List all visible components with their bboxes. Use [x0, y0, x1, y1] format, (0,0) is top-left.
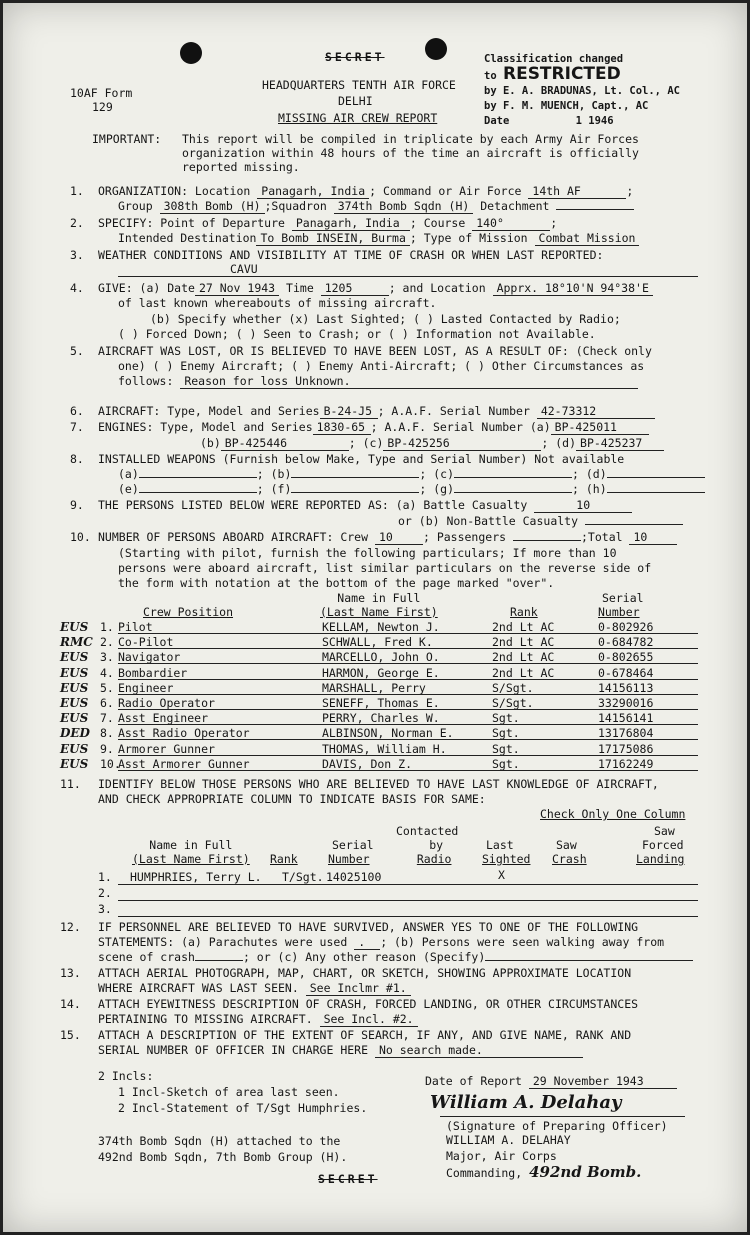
item4-line2: of last known whereabouts of missing aircraft.: [118, 296, 437, 310]
punch-hole-right: [425, 38, 447, 60]
item8-line3: (e) ; (f) ; (g) ; (h): [118, 482, 705, 496]
item11-line1: IDENTIFY BELOW THOSE PERSONS WHO ARE BELIEVED TO HAVE LAST KNOWLEDGE OF AIRCRAFT,: [98, 777, 659, 791]
item9-line1: THE PERSONS LISTED BELOW WERE REPORTED AS: (a) Battle Casualty 10: [98, 498, 632, 513]
crew-row-position: Bombardier: [118, 666, 188, 680]
item11-row1-serial: 14025100: [326, 870, 382, 884]
crew-row-number: 6.: [100, 696, 114, 710]
crew-header-name: Name in Full (Last Name First): [320, 591, 438, 619]
item4-line3: (b) Specify whether (x) Last Sighted; ( ) Lasted Contacted by Radio;: [150, 312, 621, 326]
item11-row1-mark: X: [498, 868, 505, 882]
crew-row-mark: RMC: [60, 635, 93, 649]
crew-row-mark: EUS: [60, 742, 89, 756]
crew-row-position: Navigator: [118, 650, 181, 664]
crew-row-name: DAVIS, Don Z.: [322, 757, 413, 771]
crew-row-number: 10.: [100, 757, 121, 771]
crew-row-mark: EUS: [60, 681, 89, 695]
item-number: 11.: [60, 777, 81, 791]
crew-row-name: THOMAS, William H.: [322, 742, 447, 756]
crew-row-serial: 0-802655: [598, 650, 654, 664]
crew-row-rank: Sgt.: [492, 711, 520, 725]
crew-row-number: 9.: [100, 742, 114, 756]
important-text: This report will be compiled in triplicate by each Army Air Forces organization within 48 hours of the time an aircraft is officially reported missing.: [182, 132, 639, 174]
item1-line2: Group 308th Bomb (H) ;Squadron 374th Bomb Sqdn (H) Detachment: [118, 199, 634, 214]
crew-row-number: 8.: [100, 726, 114, 740]
item11-header-radio: Contacted by Radio: [396, 824, 459, 866]
crew-row-number: 5.: [100, 681, 114, 695]
crew-row-mark: EUS: [60, 711, 89, 725]
item-number: 12.: [60, 920, 81, 934]
item-number: 14.: [60, 997, 81, 1011]
item11-header-forced: Saw Forced Landing: [636, 824, 685, 866]
crew-row-number: 1.: [100, 620, 114, 634]
crew-row-serial: 0-802926: [598, 620, 654, 634]
crew-row-position: Co-Pilot: [118, 635, 174, 649]
item8-line1: INSTALLED WEAPONS (Furnish below Make, Type and Serial Number) Not available: [98, 452, 625, 466]
crew-row-serial: 13176804: [598, 726, 654, 740]
crew-row-name: KELLAM, Newton J.: [322, 620, 440, 634]
crew-row-name: SENEFF, Thomas E.: [322, 696, 440, 710]
signature-script: William A. Delahay: [430, 1092, 622, 1113]
item-number: 8.: [70, 452, 84, 466]
item11-check-note: Check Only One Column: [540, 807, 686, 821]
item-number: 10.: [70, 530, 91, 544]
crew-row-rank: S/Sgt.: [492, 681, 534, 695]
item11-row-number: 2.: [98, 886, 112, 900]
item11-header-rank: Rank: [270, 852, 298, 866]
crew-row-mark: EUS: [60, 696, 89, 710]
crew-row-mark: EUS: [60, 757, 89, 771]
report-title: MISSING AIR CREW REPORT: [278, 111, 438, 125]
item15-line2: SERIAL NUMBER OF OFFICER IN CHARGE HERE No search made.: [98, 1043, 583, 1058]
item13-line2: WHERE AIRCRAFT WAS LAST SEEN. See Inclmr #1.: [98, 981, 411, 996]
item11-line2: AND CHECK APPROPRIATE COLUMN TO INDICATE BASIS FOR SAME:: [98, 792, 486, 806]
item10-line3: persons were aboard aircraft, list similar particulars on the reverse side of: [118, 561, 652, 575]
crew-row-serial: 14156113: [598, 681, 654, 695]
crew-row-name: ALBINSON, Norman E.: [322, 726, 454, 740]
officer-commanding: Commanding, 492nd Bomb.: [446, 1163, 642, 1181]
signature-caption: (Signature of Preparing Officer): [446, 1119, 668, 1133]
item11-row1-name: HUMPHRIES, Terry L.: [130, 870, 262, 884]
crew-row-position: Radio Operator: [118, 696, 215, 710]
item4-line4: ( ) Forced Down; ( ) Seen to Crash; or ( ) Information not Available.: [118, 327, 596, 341]
item7-line1: ENGINES: Type, Model and Series 1830-65 ; A.A.F. Serial Number (a) BP-425011: [98, 420, 649, 435]
item11-header-last: Last Sighted: [482, 838, 531, 866]
date-of-report: Date of Report 29 November 1943: [425, 1074, 677, 1089]
item3-value: CAVU: [230, 262, 258, 276]
item-number: 13.: [60, 966, 81, 980]
crew-row-position: Pilot: [118, 620, 153, 634]
hq-title: HEADQUARTERS TENTH AIR FORCE: [262, 78, 456, 92]
item12-line3: scene of crash ; or (c) Any other reason (Specify): [98, 950, 693, 964]
important-label: IMPORTANT:: [92, 132, 162, 146]
crew-row-number: 4.: [100, 666, 114, 680]
item11-row-number: 3.: [98, 902, 112, 916]
crew-header-rank: Rank: [510, 605, 538, 619]
crew-row-position: Asst Armorer Gunner: [118, 757, 250, 771]
crew-row-rank: Sgt.: [492, 757, 520, 771]
crew-row-number: 7.: [100, 711, 114, 725]
item9-line2: or (b) Non-Battle Casualty: [398, 514, 683, 528]
item12-line1: IF PERSONNEL ARE BELIEVED TO HAVE SURVIVED, ANSWER YES TO ONE OF THE FOLLOWING: [98, 920, 639, 934]
item-number: 3.: [70, 248, 84, 262]
crew-row-serial: 0-684782: [598, 635, 654, 649]
item2-line2: Intended Destination To Bomb INSEIN, Burma ; Type of Mission Combat Mission: [118, 231, 639, 246]
item14-line1: ATTACH EYEWITNESS DESCRIPTION OF CRASH, FORCED LANDING, OR OTHER CIRCUMSTANCES: [98, 997, 639, 1011]
crew-row-serial: 0-678464: [598, 666, 654, 680]
item7-line2: (b) BP-425446 ; (c) BP-425256 ; (d) BP-425237: [200, 436, 664, 451]
item5-line2: one) ( ) Enemy Aircraft; ( ) Enemy Anti-Aircraft; ( ) Other Circumstances as: [118, 359, 645, 373]
item12-line2: STATEMENTS: (a) Parachutes were used . ; (b) Persons were seen walking away from: [98, 935, 665, 949]
crew-row-rank: 2nd Lt AC: [492, 635, 555, 649]
item-number: 5.: [70, 344, 84, 358]
officer-rank: Major, Air Corps: [446, 1149, 557, 1163]
item4-line1: GIVE: (a) Date 27 Nov 1943 Time 1205 ; and Location Apprx. 18°10'N 94°38'E: [98, 281, 653, 296]
crew-row-serial: 33290016: [598, 696, 654, 710]
crew-header-position: Crew Position: [143, 605, 234, 619]
crew-row-name: HARMON, George E.: [322, 666, 440, 680]
crew-row-number: 2.: [100, 635, 114, 649]
item5-line3: follows: Reason for loss Unknown.: [118, 374, 638, 389]
item3-line1: WEATHER CONDITIONS AND VISIBILITY AT TIME OF CRASH OR WHEN LAST REPORTED:: [98, 248, 604, 262]
crew-row-mark: DED: [60, 726, 90, 740]
item2-line1: SPECIFY: Point of Departure Panagarh, India ; Course 140° ;: [98, 216, 558, 230]
reclass-block: Classification changed to RESTRICTED by E. A. BRADUNAS, Lt. Col., AC by F. M. MUENCH, Capt., AC Date 1 1946: [484, 53, 680, 127]
item-number: 7.: [70, 420, 84, 434]
attachment-note: 374th Bomb Sqdn (H) attached to the 492nd Bomb Sqdn, 7th Bomb Group (H).: [98, 1134, 348, 1164]
crew-row-mark: EUS: [60, 650, 89, 664]
crew-row-position: Armorer Gunner: [118, 742, 215, 756]
item-number: 15.: [60, 1028, 81, 1042]
item10-line1: NUMBER OF PERSONS ABOARD AIRCRAFT: Crew 10 ; Passengers ;Total 10: [98, 530, 677, 545]
item8-line2: (a) ; (b) ; (c) ; (d): [118, 467, 705, 481]
item11-header-serial: Serial Number: [328, 838, 374, 866]
form-id: 10AF Form 129: [70, 86, 133, 114]
crew-row-rank: 2nd Lt AC: [492, 620, 555, 634]
crew-header-serial: Serial Number: [598, 591, 644, 619]
punch-hole-left: [180, 42, 202, 64]
item-number: 2.: [70, 216, 84, 230]
item-number: 9.: [70, 498, 84, 512]
crew-row-name: SCHWALL, Fred K.: [322, 635, 433, 649]
crew-row-serial: 17175086: [598, 742, 654, 756]
hq-city: DELHI: [338, 94, 373, 108]
item5-line1: AIRCRAFT WAS LOST, OR IS BELIEVED TO HAVE BEEN LOST, AS A RESULT OF: (Check only: [98, 344, 652, 358]
item15-line1: ATTACH A DESCRIPTION OF THE EXTENT OF SEARCH, IF ANY, AND GIVE NAME, RANK AND: [98, 1028, 632, 1042]
crew-row-rank: Sgt.: [492, 726, 520, 740]
item6-line1: AIRCRAFT: Type, Model and Series B-24-J5 ; A.A.F. Serial Number 42-73312: [98, 404, 655, 419]
inclosures-block: 2 Incls: 1 Incl-Sketch of area last seen. 2 Incl-Statement of T/Sgt Humphries.: [98, 1069, 368, 1115]
officer-name: WILLIAM A. DELAHAY: [446, 1133, 571, 1147]
crew-row-serial: 17162249: [598, 757, 654, 771]
crew-row-mark: EUS: [60, 666, 89, 680]
crew-row-name: PERRY, Charles W.: [322, 711, 440, 725]
crew-row-mark: EUS: [60, 620, 89, 634]
crew-row-rank: S/Sgt.: [492, 696, 534, 710]
item10-line2: (Starting with pilot, furnish the following particulars; If more than 10: [118, 546, 617, 560]
item11-header-crash: Saw Crash: [552, 838, 587, 866]
item-number: 6.: [70, 404, 84, 418]
crew-row-rank: Sgt.: [492, 742, 520, 756]
classification-bottom: SECRET: [318, 1172, 378, 1186]
crew-row-position: Asst Engineer: [118, 711, 209, 725]
classification-top: SECRET: [325, 50, 385, 64]
crew-row-name: MARSHALL, Perry: [322, 681, 426, 695]
crew-row-rank: 2nd Lt AC: [492, 650, 555, 664]
crew-row-position: Engineer: [118, 681, 174, 695]
item11-row1-rank: T/Sgt.: [282, 870, 324, 884]
item14-line2: PERTAINING TO MISSING AIRCRAFT. See Incl. #2.: [98, 1012, 418, 1027]
crew-row-serial: 14156141: [598, 711, 654, 725]
item1-line1: ORGANIZATION: Location Panagarh, India ; Command or Air Force 14th AF ;: [98, 184, 634, 198]
item11-header-name: Name in Full (Last Name First): [132, 838, 250, 866]
item-number: 1.: [70, 184, 84, 198]
crew-row-number: 3.: [100, 650, 114, 664]
crew-row-position: Asst Radio Operator: [118, 726, 250, 740]
item-number: 4.: [70, 281, 84, 295]
item10-line4: the form with notation at the bottom of the page marked "over".: [118, 576, 555, 590]
item13-line1: ATTACH AERIAL PHOTOGRAPH, MAP, CHART, OR SKETCH, SHOWING APPROXIMATE LOCATION: [98, 966, 632, 980]
crew-row-name: MARCELLO, John O.: [322, 650, 440, 664]
crew-row-rank: 2nd Lt AC: [492, 666, 555, 680]
item11-row-number: 1.: [98, 870, 112, 884]
